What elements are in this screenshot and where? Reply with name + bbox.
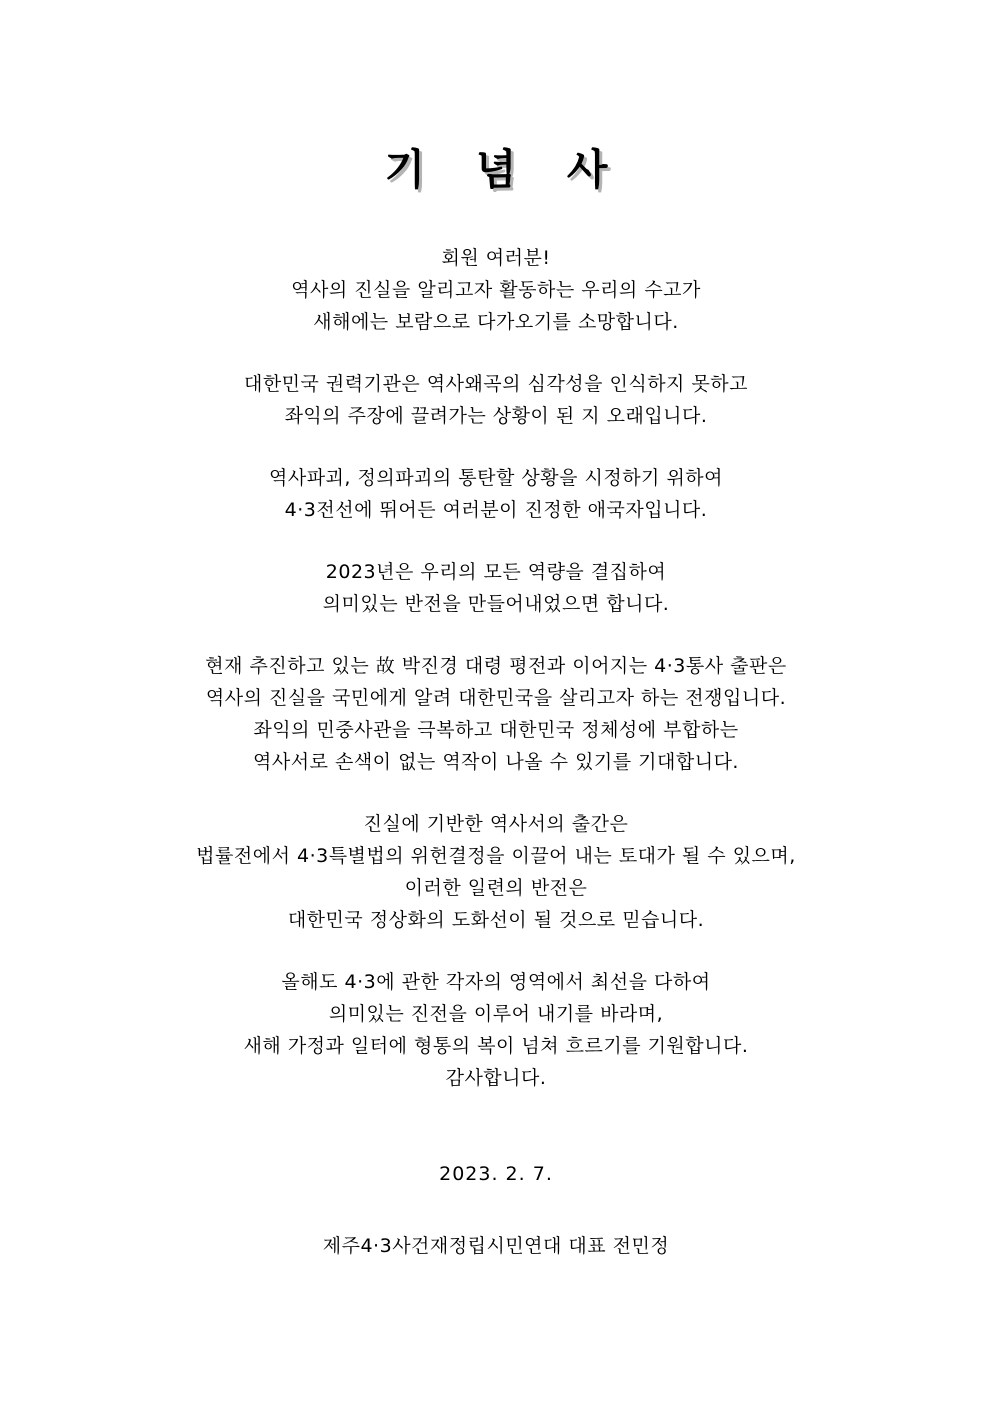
text-line: 대한민국 권력기관은 역사왜곡의 심각성을 인식하지 못하고 bbox=[243, 373, 749, 395]
text-line: 역사서로 손색이 없는 역작이 나올 수 있기를 기대합니다. bbox=[253, 751, 739, 773]
paragraph-patriots bbox=[0, 462, 992, 526]
paragraph-closing bbox=[0, 966, 992, 1094]
text-line: 의미있는 진전을 이루어 내기를 바라며, bbox=[328, 1003, 664, 1025]
paragraph-greeting bbox=[0, 242, 992, 338]
text-line: 새해 가정과 일터에 형통의 복이 넘쳐 흐르기를 기원합니다. bbox=[243, 1035, 749, 1057]
text-line: 이러한 일련의 반전은 bbox=[404, 877, 588, 899]
paragraph-2023 bbox=[0, 556, 992, 620]
text-line: 좌익의 주장에 끌려가는 상황이 된 지 오래입니다. bbox=[284, 405, 708, 427]
paragraph-legal bbox=[0, 808, 992, 936]
text-line: 의미있는 반전을 만들어내었으면 합니다. bbox=[322, 593, 670, 615]
text-line: 새해에는 보람으로 다가오기를 소망합니다. bbox=[313, 311, 679, 333]
text-line: 진실에 기반한 역사서의 출간은 bbox=[363, 813, 629, 835]
text-line: 좌익의 민중사관을 극복하고 대한민국 정체성에 부합하는 bbox=[253, 719, 739, 741]
text-line: 감사합니다. bbox=[445, 1067, 547, 1089]
paragraph-publication bbox=[0, 650, 992, 778]
document-date: 2023. 2. 7. bbox=[439, 1163, 553, 1185]
text-line: 법률전에서 4·3특별법의 위헌결정을 이끌어 내는 토대가 될 수 있으며, bbox=[196, 845, 796, 867]
text-line: 2023년은 우리의 모든 역량을 결집하여 bbox=[325, 561, 667, 583]
text-line: 역사파괴, 정의파괴의 통탄할 상황을 시정하기 위하여 bbox=[268, 467, 724, 489]
text-line: 현재 추진하고 있는 故 박진경 대령 평전과 이어지는 4·3통사 출판은 bbox=[205, 655, 787, 677]
text-line: 4·3전선에 뛰어든 여러분이 진정한 애국자입니다. bbox=[284, 499, 708, 521]
body-text bbox=[0, 242, 992, 1124]
paragraph-authority bbox=[0, 368, 992, 432]
text-line: 올해도 4·3에 관한 각자의 영역에서 최선을 다하여 bbox=[281, 971, 711, 993]
page-title: 기 념 사 bbox=[384, 145, 626, 194]
text-line: 역사의 진실을 알리고자 활동하는 우리의 수고가 bbox=[291, 279, 701, 301]
signature: 제주4·3사건재정립시민연대 대표 전민정 bbox=[322, 1235, 670, 1257]
text-line: 대한민국 정상화의 도화선이 될 것으로 믿습니다. bbox=[287, 909, 705, 931]
text-line: 회원 여러분! bbox=[441, 247, 551, 269]
text-line: 역사의 진실을 국민에게 알려 대한민국을 살리고자 하는 전쟁입니다. bbox=[205, 687, 787, 709]
